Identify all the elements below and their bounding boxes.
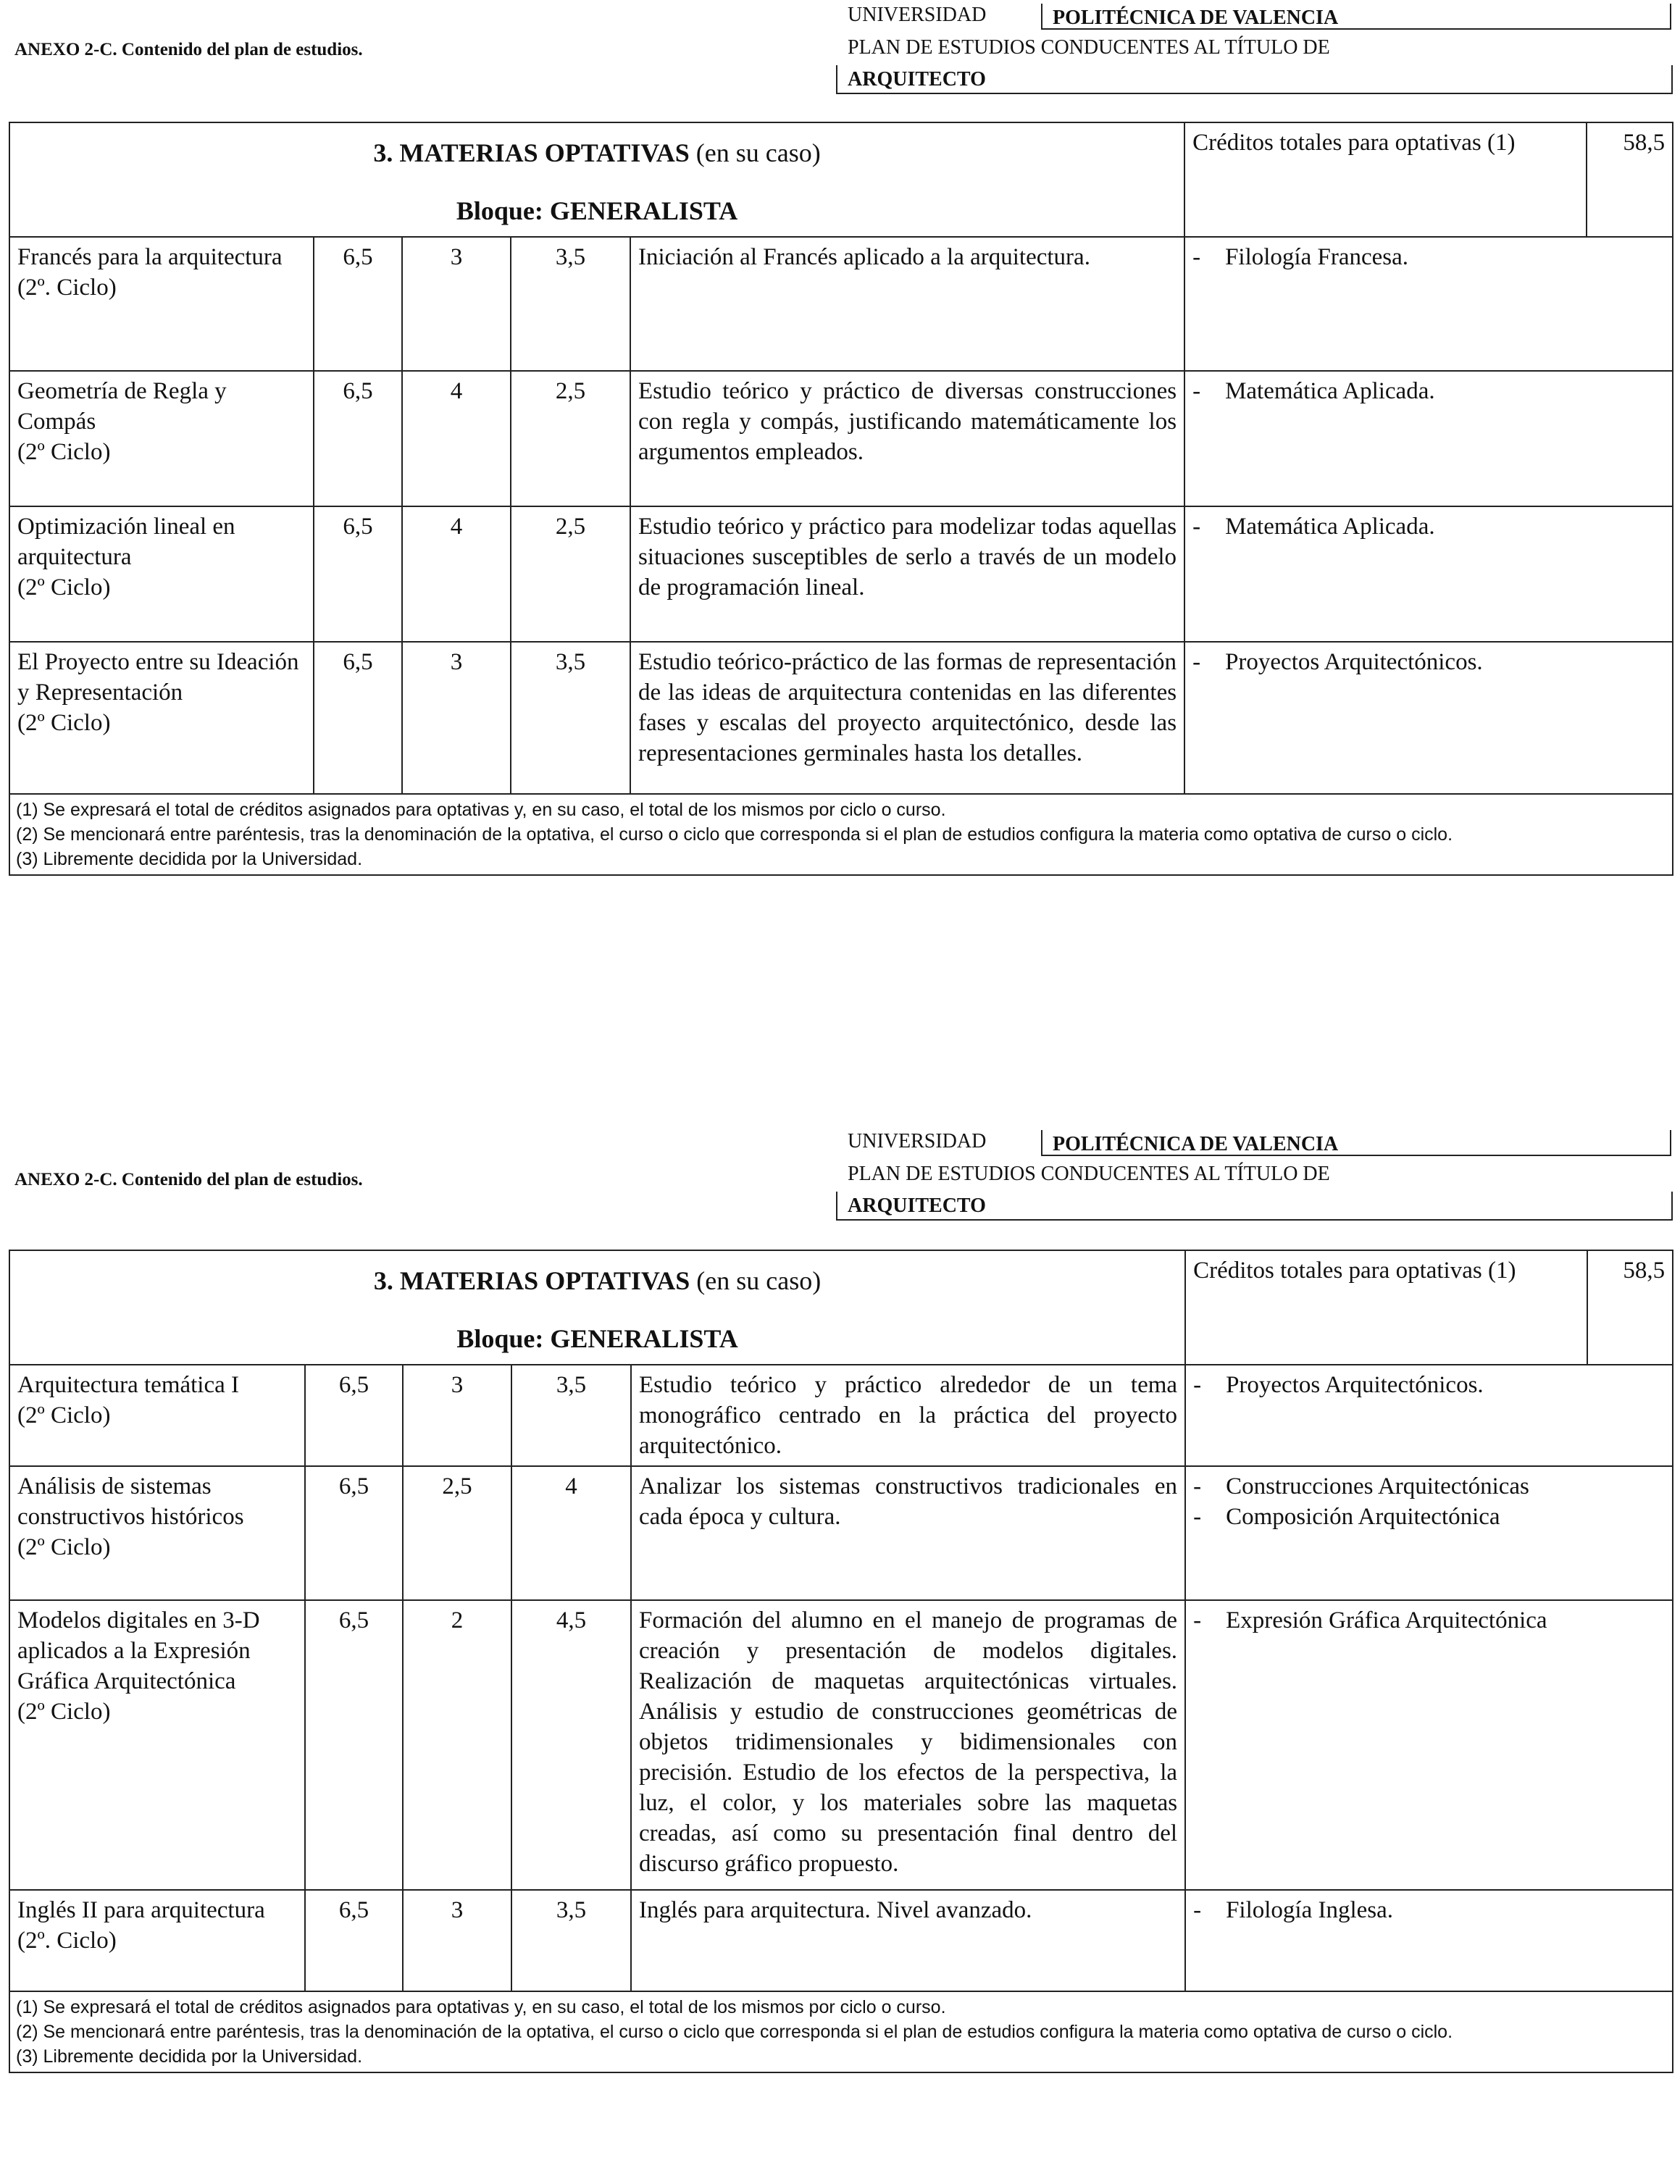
practice-credits-cell: 2,5 — [511, 371, 630, 506]
total-credits-cell: 6,5 — [305, 1600, 403, 1890]
subject-name-cell — [9, 506, 314, 642]
plan-label: PLAN DE ESTUDIOS CONDUCENTES AL TÍTULO DE — [848, 36, 1330, 59]
knowledge-area-cell: - Filología Inglesa. — [1185, 1890, 1673, 1991]
theory-credits-cell: 2 — [403, 1600, 511, 1890]
section-header — [9, 1250, 1185, 1365]
table-header-row — [9, 122, 1673, 237]
footnote-3: (3) Libremente decidida por la Universidad. — [16, 2046, 363, 2067]
description-cell: Iniciación al Francés aplicado a la arquitectura. — [630, 237, 1184, 371]
theory-credits-cell: 4 — [402, 506, 511, 642]
university-label: UNIVERSIDAD — [848, 1130, 987, 1152]
theory-credits-cell: 3 — [403, 1365, 511, 1466]
optional-subjects-table — [9, 122, 1673, 876]
total-credits-label: Créditos totales para optativas (1) — [1184, 122, 1587, 237]
table-row — [9, 237, 1673, 371]
description-cell: Analizar los sistemas constructivos tradicionales en cada época y cultura. — [631, 1466, 1185, 1600]
knowledge-area: Filología Francesa. — [1225, 244, 1409, 270]
knowledge-area-cell: - Matemática Aplicada. — [1184, 506, 1673, 642]
total-credits-cell: 6,5 — [314, 371, 402, 506]
table-row — [9, 1600, 1673, 1890]
degree-title: ARQUITECTO — [836, 1192, 1673, 1221]
subject-name-cell — [9, 371, 314, 506]
subject-name: Arquitectura temática I — [17, 1372, 240, 1398]
subject-cycle: (2º. Ciclo) — [17, 275, 117, 301]
notes-row — [9, 1991, 1673, 2072]
subject-name: Francés para la arquitectura — [17, 244, 283, 270]
subject-name: Optimización lineal en arquitectura — [17, 514, 235, 570]
theory-credits-cell: 4 — [402, 371, 511, 506]
section-header — [9, 122, 1184, 237]
subject-cycle: (2º Ciclo) — [17, 710, 111, 736]
subject-cycle: (2º. Ciclo) — [17, 1928, 117, 1954]
practice-credits-cell: 3,5 — [511, 1365, 631, 1466]
practice-credits-cell: 4 — [511, 1466, 631, 1600]
subject-name: El Proyecto entre su Ideación y Representación — [17, 649, 299, 706]
practice-credits-cell: 3,5 — [511, 237, 630, 371]
theory-credits-cell: 3 — [403, 1890, 511, 1991]
annex-title: ANEXO 2-C. Contenido del plan de estudios. — [14, 1170, 363, 1189]
knowledge-area: Proyectos Arquitectónicos. — [1226, 1372, 1484, 1398]
description-cell: Estudio teórico y práctico alrededor de un tema monográfico centrado en la práctica del proyecto arquitectónico. — [631, 1365, 1185, 1466]
subject-cycle: (2º Ciclo) — [17, 1402, 111, 1428]
total-credits-cell: 6,5 — [305, 1365, 403, 1466]
optional-subjects-table — [9, 1250, 1673, 2073]
document-page-1 — [0, 0, 1680, 1058]
footnotes — [9, 1991, 1673, 2072]
subject-cycle: (2º Ciclo) — [17, 574, 111, 601]
university-name: POLITÉCNICA DE VALENCIA — [1041, 1130, 1671, 1156]
subject-name-cell — [9, 1466, 305, 1600]
knowledge-area: Filología Inglesa. — [1226, 1897, 1394, 1923]
table-row — [9, 1466, 1673, 1600]
plan-label: PLAN DE ESTUDIOS CONDUCENTES AL TÍTULO DE — [848, 1163, 1330, 1185]
knowledge-area-cell: - Matemática Aplicada. — [1184, 371, 1673, 506]
knowledge-area: Composición Arquitectónica — [1226, 1504, 1500, 1530]
description-cell: Estudio teórico y práctico para modelizar todas aquellas situaciones susceptibles de serlo a través de un modelo de programación lineal. — [630, 506, 1184, 642]
footnote-3: (3) Libremente decidida por la Universidad. — [16, 849, 363, 869]
footnote-1: (1) Se expresará el total de créditos asignados para optativas y, en su caso, el total de los mismos por ciclo o curso. — [16, 800, 946, 820]
table-row — [9, 1365, 1673, 1466]
knowledge-area-cell: - Proyectos Arquitectónicos. — [1184, 642, 1673, 794]
total-credits-cell: 6,5 — [314, 506, 402, 642]
subject-name: Análisis de sistemas constructivos históricos — [17, 1473, 244, 1530]
knowledge-area: Construcciones Arquitectónicas — [1226, 1473, 1529, 1499]
knowledge-area: Matemática Aplicada. — [1225, 514, 1435, 540]
university-name: POLITÉCNICA DE VALENCIA — [1041, 4, 1671, 30]
block-title: Bloque: GENERALISTA — [456, 1324, 738, 1353]
subject-name-cell — [9, 642, 314, 794]
subject-name-cell — [9, 1365, 305, 1466]
table-row — [9, 1890, 1673, 1991]
block-title: Bloque: GENERALISTA — [456, 196, 738, 225]
section-title: 3. MATERIAS OPTATIVAS (en su caso) — [373, 138, 821, 167]
knowledge-area-cell: - Filología Francesa. — [1184, 237, 1673, 371]
description-cell: Estudio teórico-práctico de las formas de representación de las ideas de arquitectura contenidas en las diferentes fases y escalas del proyecto arquitectónico, desde las representaciones germinales hasta los detalles. — [630, 642, 1184, 794]
footnote-1: (1) Se expresará el total de créditos asignados para optativas y, en su caso, el total de los mismos por ciclo o curso. — [16, 1997, 946, 2017]
subject-name: Modelos digitales en 3-D aplicados a la Expresión Gráfica Arquitectónica — [17, 1607, 260, 1694]
total-credits-cell: 6,5 — [314, 642, 402, 794]
description-cell: Estudio teórico y práctico de diversas construcciones con regla y compás, justificando matemáticamente los argumentos empleados. — [630, 371, 1184, 506]
total-credits-cell: 6,5 — [305, 1466, 403, 1600]
practice-credits-cell: 2,5 — [511, 506, 630, 642]
theory-credits-cell: 2,5 — [403, 1466, 511, 1600]
subject-cycle: (2º Ciclo) — [17, 1699, 111, 1725]
total-credits-value: 58,5 — [1587, 122, 1673, 237]
table-row — [9, 642, 1673, 794]
total-credits-cell: 6,5 — [314, 237, 402, 371]
description-cell: Inglés para arquitectura. Nivel avanzado. — [631, 1890, 1185, 1991]
theory-credits-cell: 3 — [402, 237, 511, 371]
knowledge-area-cell: - Expresión Gráfica Arquitectónica — [1185, 1600, 1673, 1890]
annex-title: ANEXO 2-C. Contenido del plan de estudios. — [14, 40, 363, 59]
practice-credits-cell: 3,5 — [511, 1890, 631, 1991]
footnote-2: (2) Se mencionará entre paréntesis, tras la denominación de la optativa, el curso o ciclo que corresponda si el plan de estudios configura la materia como optativa de curso o ciclo. — [16, 2022, 1453, 2042]
subject-cycle: (2º Ciclo) — [17, 1534, 111, 1560]
theory-credits-cell: 3 — [402, 642, 511, 794]
notes-row — [9, 794, 1673, 875]
subject-name-cell — [9, 1890, 305, 1991]
subject-name-cell — [9, 1600, 305, 1890]
total-credits-value: 58,5 — [1587, 1250, 1673, 1365]
total-credits-cell: 6,5 — [305, 1890, 403, 1991]
knowledge-area: Matemática Aplicada. — [1225, 378, 1435, 404]
document-page-2 — [0, 1126, 1680, 2184]
knowledge-area: Proyectos Arquitectónicos. — [1225, 649, 1483, 675]
degree-title: ARQUITECTO — [836, 65, 1673, 94]
knowledge-area: Expresión Gráfica Arquitectónica — [1226, 1607, 1547, 1633]
total-credits-label: Créditos totales para optativas (1) — [1185, 1250, 1587, 1365]
university-label: UNIVERSIDAD — [848, 4, 987, 26]
footnotes — [9, 794, 1673, 875]
subject-name: Geometría de Regla y Compás — [17, 378, 227, 435]
description-cell: Formación del alumno en el manejo de programas de creación y presentación de modelos digitales. Realización de maquetas arquitectónicas virtuales. Análisis y estudio de construcciones geométricas de objetos tridimensionales y bidimensionales con precisión. Estudio de los efectos de la perspectiva, la luz, el color, y los materiales sobre las maquetas creadas, así como su presentación final dentro del discurso gráfico propuesto. — [631, 1600, 1185, 1890]
footnote-2: (2) Se mencionará entre paréntesis, tras la denominación de la optativa, el curso o ciclo que corresponda si el plan de estudios configura la materia como optativa de curso o ciclo. — [16, 824, 1453, 845]
knowledge-area-cell: - Construcciones Arquitectónicas - Composición Arquitectónica — [1185, 1466, 1673, 1600]
table-header-row — [9, 1250, 1673, 1365]
subject-name: Inglés II para arquitectura — [17, 1897, 265, 1923]
knowledge-area-cell: - Proyectos Arquitectónicos. — [1185, 1365, 1673, 1466]
section-title: 3. MATERIAS OPTATIVAS (en su caso) — [373, 1266, 822, 1295]
subject-cycle: (2º Ciclo) — [17, 439, 111, 465]
subject-name-cell — [9, 237, 314, 371]
practice-credits-cell: 4,5 — [511, 1600, 631, 1890]
practice-credits-cell: 3,5 — [511, 642, 630, 794]
table-row — [9, 506, 1673, 642]
table-row — [9, 371, 1673, 506]
